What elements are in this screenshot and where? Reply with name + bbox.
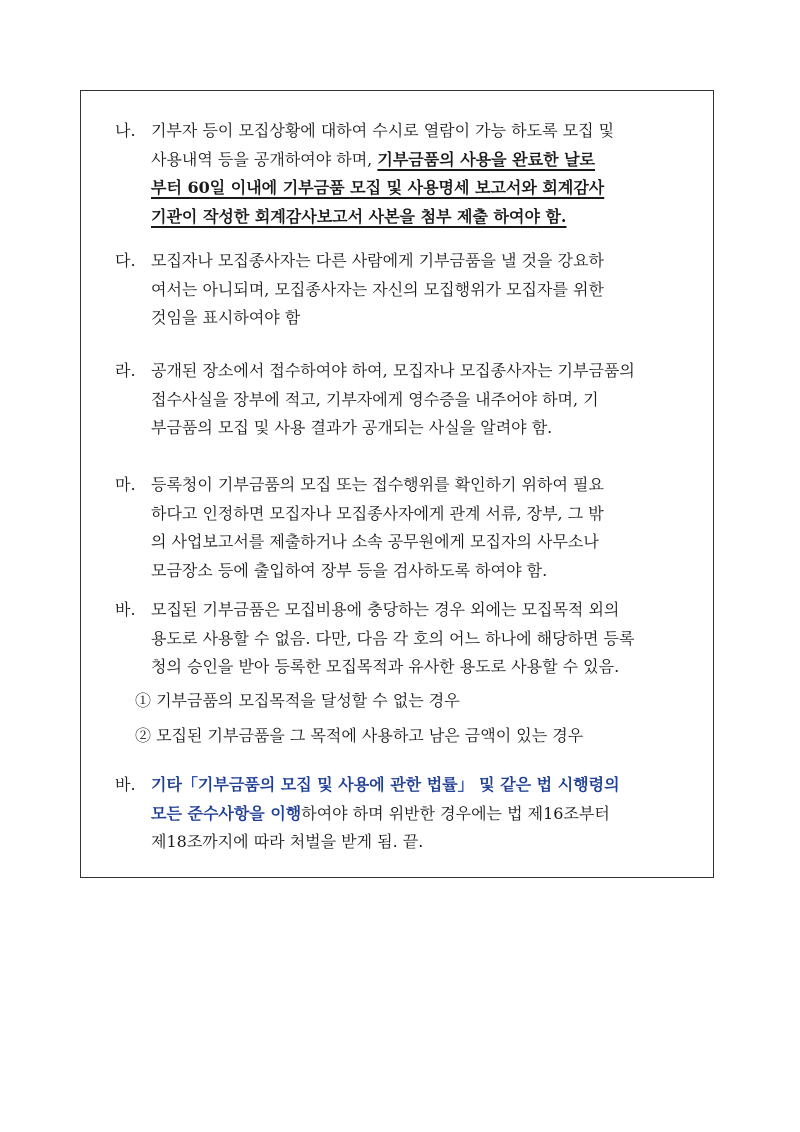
sub-item-1: ① 기부금품의 모집목적을 달성할 수 없는 경우 [135, 691, 460, 710]
item-line: 모집자나 모집종사자는 다른 사람에게 기부금품을 낼 것을 강요하 [151, 251, 604, 270]
item-marker: 라. [115, 361, 136, 380]
sub-item-2: ② 모집된 기부금품을 그 목적에 사용하고 남은 금액이 있는 경우 [135, 726, 584, 745]
emphasis-text: 기관이 작성한 회계감사보고서 사본을 첨부 제출 하여야 함. [151, 206, 567, 226]
emphasis-text: 부터 60일 이내에 기부금품 모집 및 사용명세 보고서와 회계감사 [151, 178, 605, 197]
emphasis-text: 기부금품의 사용을 완료한 날로 [377, 149, 596, 169]
emphasis-blue-text: 기타「기부금품의 모집 및 사용에 관한 법률」 및 같은 법 시행령의 [151, 775, 620, 794]
list-item-ma [115, 471, 699, 585]
item-marker: 바. [115, 775, 136, 794]
list-item-ba [115, 596, 699, 682]
item-line-mixed [151, 800, 699, 829]
item-line: 제18조까지에 따라 처벌을 받게 됨. 끝. [151, 832, 424, 851]
item-marker: 마. [115, 475, 136, 494]
item-line: 사용내역 등을 공개하여야 하며, [151, 149, 373, 169]
item-line: 부금품의 모집 및 사용 결과가 공개되는 사실을 알려야 함. [151, 418, 553, 437]
list-item-ra [115, 357, 699, 443]
item-line: 용도로 사용할 수 없음. 다만, 다음 각 호의 어느 하나에 해당하면 등록 [151, 628, 635, 648]
item-line: 공개된 장소에서 접수하여야 하여, 모집자나 모집종사자는 기부금품의 [151, 361, 635, 380]
item-marker: 나. [115, 121, 136, 140]
item-line: 의 사업보고서를 제출하거나 소속 공무원에게 모집자의 사무소나 [151, 532, 599, 551]
item-line: 청의 승인을 받아 등록한 모집목적과 유사한 용도로 사용할 수 있음. [151, 657, 620, 676]
document-frame [80, 90, 714, 878]
item-line-mixed [151, 146, 699, 175]
list-item-na [115, 117, 699, 231]
item-line: 모금장소 등에 출입하여 장부 등을 검사하도록 하여야 함. [151, 560, 548, 580]
item-marker: 다. [115, 251, 136, 270]
item-line: 모집된 기부금품은 모집비용에 충당하는 경우 외에는 모집목적 외의 [151, 600, 620, 619]
item-line: 하다고 인정하면 모집자나 모집종사자에게 관계 서류, 장부, 그 밖 [151, 503, 604, 523]
item-line: 기부자 등이 모집상황에 대하여 수시로 열람이 가능 하도록 모집 및 [151, 121, 615, 140]
emphasis-blue-text: 모든 준수사항을 이행 [151, 803, 302, 823]
list-item-ba-2 [115, 771, 699, 857]
item-line: 여서는 아니되며, 모집종사자는 자신의 모집행위가 모집자를 위한 [151, 279, 604, 299]
list-item-da [115, 247, 699, 333]
item-line: 것임을 표시하여야 함 [151, 308, 301, 327]
item-marker: 바. [115, 600, 136, 619]
item-line: 등록청이 기부금품의 모집 또는 접수행위를 확인하기 위하여 필요 [151, 475, 604, 494]
item-line: 접수사실을 장부에 적고, 기부자에게 영수증을 내주어야 하며, 기 [151, 389, 599, 409]
item-line: 하여야 하며 위반한 경우에는 법 제16조부터 [301, 803, 610, 823]
